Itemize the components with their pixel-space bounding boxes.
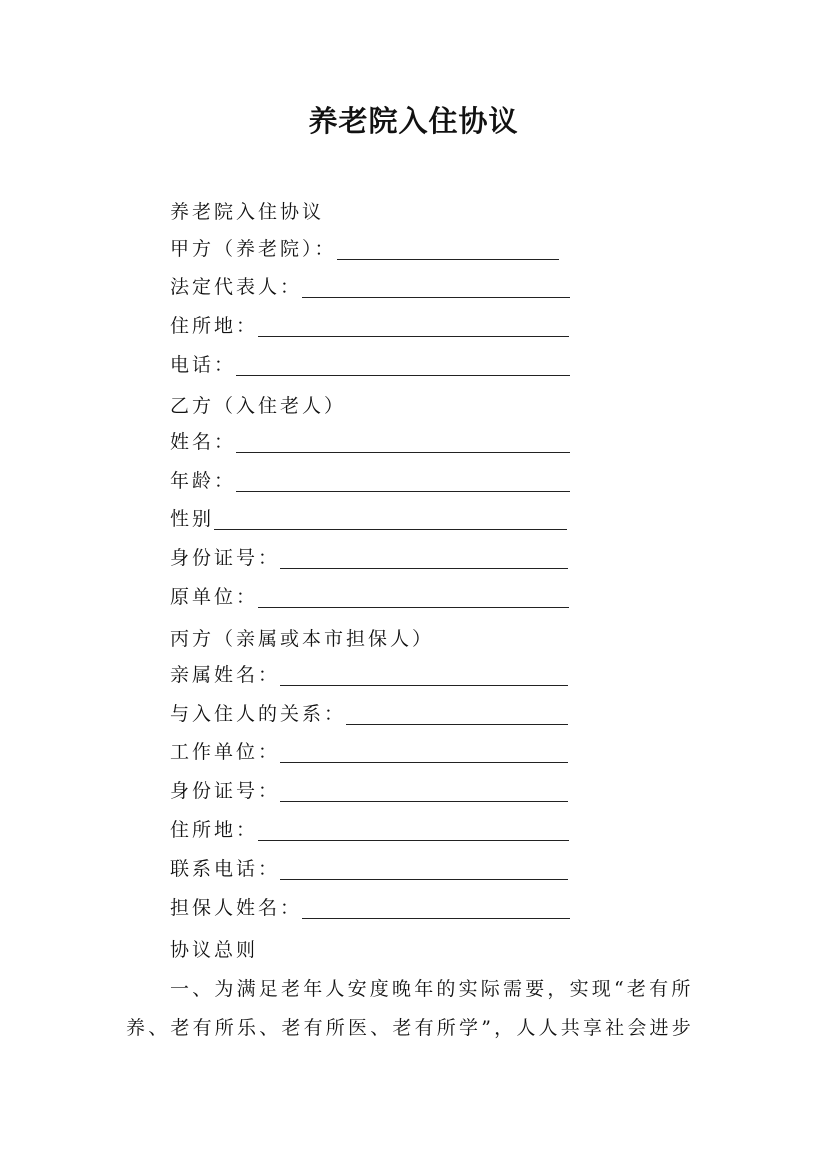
party-b-former-unit-row xyxy=(170,576,569,614)
party-a-row xyxy=(170,228,559,266)
party-b-id-label: 身份证号： xyxy=(170,547,281,569)
party-b-former-unit-blank[interactable] xyxy=(258,579,569,608)
party-b-gender-label: 性别 xyxy=(170,508,215,530)
party-b-heading: 乙方（入住老人） xyxy=(170,395,347,417)
party-c-address-label: 住所地： xyxy=(170,819,259,841)
party-b-gender-blank[interactable] xyxy=(214,501,567,530)
party-b-name-blank[interactable] xyxy=(236,424,570,453)
party-b-age-blank[interactable] xyxy=(236,463,570,492)
party-b-former-unit-label: 原单位： xyxy=(170,586,259,608)
party-a-blank[interactable] xyxy=(337,231,559,260)
party-a-phone-row xyxy=(170,344,570,382)
party-c-phone-blank[interactable] xyxy=(280,851,568,880)
party-b-name-row xyxy=(170,421,570,459)
party-c-id-label: 身份证号： xyxy=(170,780,281,802)
party-a-label: 甲方（养老院）： xyxy=(170,238,337,260)
legal-rep-row xyxy=(170,266,570,304)
guarantor-name-label: 担保人姓名： xyxy=(170,897,303,919)
party-a-address-blank[interactable] xyxy=(258,308,569,337)
relative-name-label: 亲属姓名： xyxy=(170,664,281,686)
clause-1-line-1: 一、为满足老年人安度晚年的实际需要，实现“老有所 xyxy=(170,978,694,1000)
party-b-gender-row xyxy=(170,498,567,536)
document-title: 养老院入住协议 xyxy=(308,104,519,138)
work-unit-label: 工作单位： xyxy=(170,741,281,763)
party-a-phone-blank[interactable] xyxy=(236,347,570,376)
party-b-age-row xyxy=(170,460,570,498)
guarantor-name-row xyxy=(170,887,570,925)
party-b-id-row xyxy=(170,537,568,575)
relation-label: 与入住人的关系： xyxy=(170,703,347,725)
party-a-address-label: 住所地： xyxy=(170,315,259,337)
party-c-id-blank[interactable] xyxy=(280,773,568,802)
party-c-id-row xyxy=(170,770,568,808)
party-b-age-label: 年龄： xyxy=(170,470,237,492)
work-unit-blank[interactable] xyxy=(280,734,568,763)
guarantor-name-blank[interactable] xyxy=(302,890,570,919)
party-c-heading: 丙方（亲属或本市担保人） xyxy=(170,628,435,650)
party-c-address-row xyxy=(170,809,569,847)
party-b-id-blank[interactable] xyxy=(280,540,568,569)
general-provisions-heading: 协议总则 xyxy=(170,939,259,961)
legal-rep-label: 法定代表人： xyxy=(170,276,303,298)
relative-name-blank[interactable] xyxy=(280,657,568,686)
work-unit-row xyxy=(170,731,568,769)
party-c-address-blank[interactable] xyxy=(258,812,569,841)
clause-1-line-2: 养、老有所乐、老有所医、老有所学”，人人共享社会进步 xyxy=(126,1017,694,1039)
party-c-phone-row xyxy=(170,848,568,886)
party-b-name-label: 姓名： xyxy=(170,431,237,453)
legal-rep-blank[interactable] xyxy=(302,269,570,298)
relation-blank[interactable] xyxy=(346,696,568,725)
party-a-phone-label: 电话： xyxy=(170,354,237,376)
relation-row xyxy=(170,693,568,731)
agreement-subtitle: 养老院入住协议 xyxy=(170,201,325,223)
relative-name-row xyxy=(170,654,568,692)
party-c-phone-label: 联系电话： xyxy=(170,858,281,880)
party-a-address-row xyxy=(170,305,569,343)
